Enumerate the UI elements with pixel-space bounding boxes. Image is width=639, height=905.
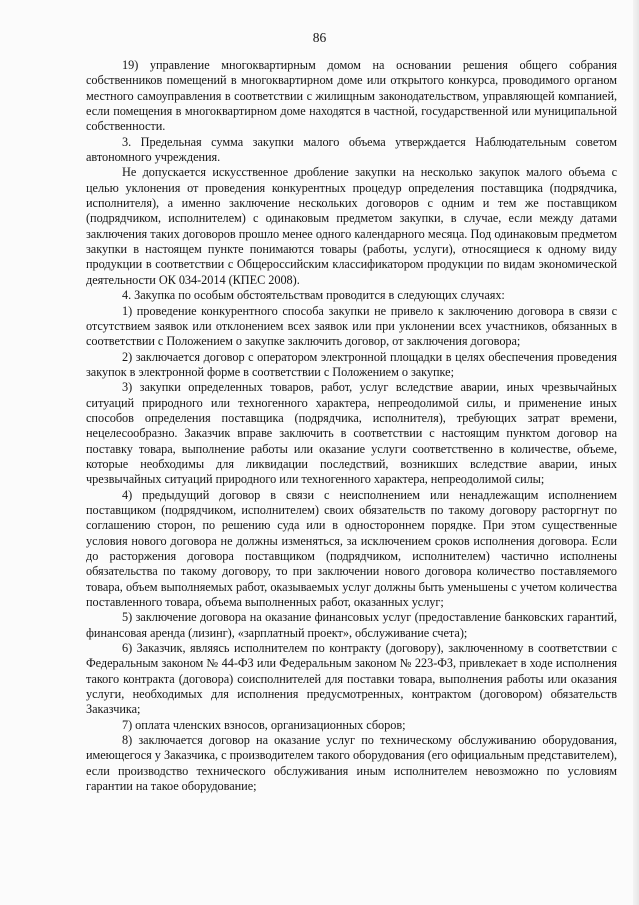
paragraph-item-5: 5) заключение договора на оказание финансовых услуг (предоставление банковских гарантий, финансовая аренда (лизинг), «зарплатный проект», обслуживание счета); bbox=[86, 610, 617, 640]
paragraph-item-3: 3) закупки определенных товаров, работ, услуг вследствие аварии, иных чрезвычайных ситуаций природного или техногенного характера, непреодолимой силы, и применение иных способов определения поставщика (подрядчика, исполнителя), требующих затрат времени, нецелесообразно. Заказчик вправе заключить в соответствии с настоящим пунктом договор на поставку товара, выполнение работы или оказание услуги соответственно в количестве, объеме, которые необходимы для ликвидации последствий, возникших вследствие аварии, иных чрезвычайных ситуаций природного или техногенного характера, непреодолимой силы; bbox=[86, 380, 617, 487]
paragraph-section-3: 3. Предельная сумма закупки малого объема утверждается Наблюдательным советом автономного учреждения. bbox=[86, 134, 617, 165]
paragraph-section-4: 4. Закупка по особым обстоятельствам проводится в следующих случаях: bbox=[122, 288, 505, 303]
paragraph-item-8: 8) заключается договор на оказание услуг по техническому обслуживанию оборудования, имеющегося у Заказчика, с производителем такого оборудования (его официальным представителем), если производство технического обслуживания иным исполнителем невозможно по условиям гарантии на такое оборудование; bbox=[86, 733, 617, 794]
scan-edge-shadow bbox=[633, 0, 639, 905]
page-number: 86 bbox=[312, 30, 327, 45]
paragraph-item-7: 7) оплата членских взносов, организационных сборов; bbox=[122, 717, 406, 732]
paragraph-item-1: 1) проведение конкурентного способа закупки не привело к заключению договора в связи с отсутствием заявок или отклонением всех заявок или при уклонении всех участников, обязанных в соответствии с Положением о закупке заключить договор, от заключения договора; bbox=[86, 303, 617, 349]
paragraph-item-4: 4) предыдущий договор в связи с неисполнением или ненадлежащим исполнением поставщиком (подрядчиком, исполнителем) своих обязательств по такому договору расторгнут по соглашению сторон, по решению суда или в одностороннем порядке. При этом существенные условия нового договора не должны изменяться, за исключением сроков исполнения договора. Если до расторжения договора поставщиком (подрядчиком, исполнителем) частично исполнены обязательства по такому договору, то при заключении нового договора количество поставляемого товара, объем выполняемых работ, оказываемых услуг должны быть уменьшены с учетом количества поставленного товара, объема выполненных работ, оказанных услуг; bbox=[86, 487, 617, 610]
paragraph-fragmentation-rule: Не допускается искусственное дробление закупки на несколько закупок малого объема с целью уклонения от проведения конкурентных процедур определения поставщика (подрядчика, исполнителя), а именно заключение нескольких договоров с одним и тем же поставщиком (подрядчиком, исполнителем) с одинаковым предметом закупки, в случае, если между датами заключения таких договоров прошло менее одного календарного месяца. Под одинаковым предметом закупки в настоящем пункте понимаются товары (работы, услуги), относящиеся к одному виду продукции в соответствии с Общероссийским классификатором продукции по видам экономической деятельности ОК 034-2014 (КПЕС 2008). bbox=[86, 165, 617, 287]
document-body bbox=[86, 58, 617, 795]
paragraph-item-2: 2) заключается договор с оператором электронной площадки в целях обеспечения проведения закупок в электронной форме в соответствии с Положением о закупке; bbox=[86, 349, 617, 379]
paragraph-item-19: 19) управление многоквартирным домом на основании решения общего собрания собственников помещений в многоквартирном доме или открытого конкурса, проводимого органом местного самоуправления в соответствии с жилищным законодательством, управляющей компанией, если помещения в многоквартирном доме находятся в частной, государственной или муниципальной собственности. bbox=[86, 58, 617, 134]
paragraph-item-6: 6) Заказчик, являясь исполнителем по контракту (договору), заключенному в соответствии с Федеральным законом № 44-ФЗ или Федеральным законом № 223-ФЗ, привлекает в ходе исполнения такого контракта (договора) соисполнителей для поставки товара, выполнения работы или оказания услуги, необходимых для исполнения предусмотренных, контрактом (договором) обязательств Заказчика; bbox=[86, 641, 617, 717]
